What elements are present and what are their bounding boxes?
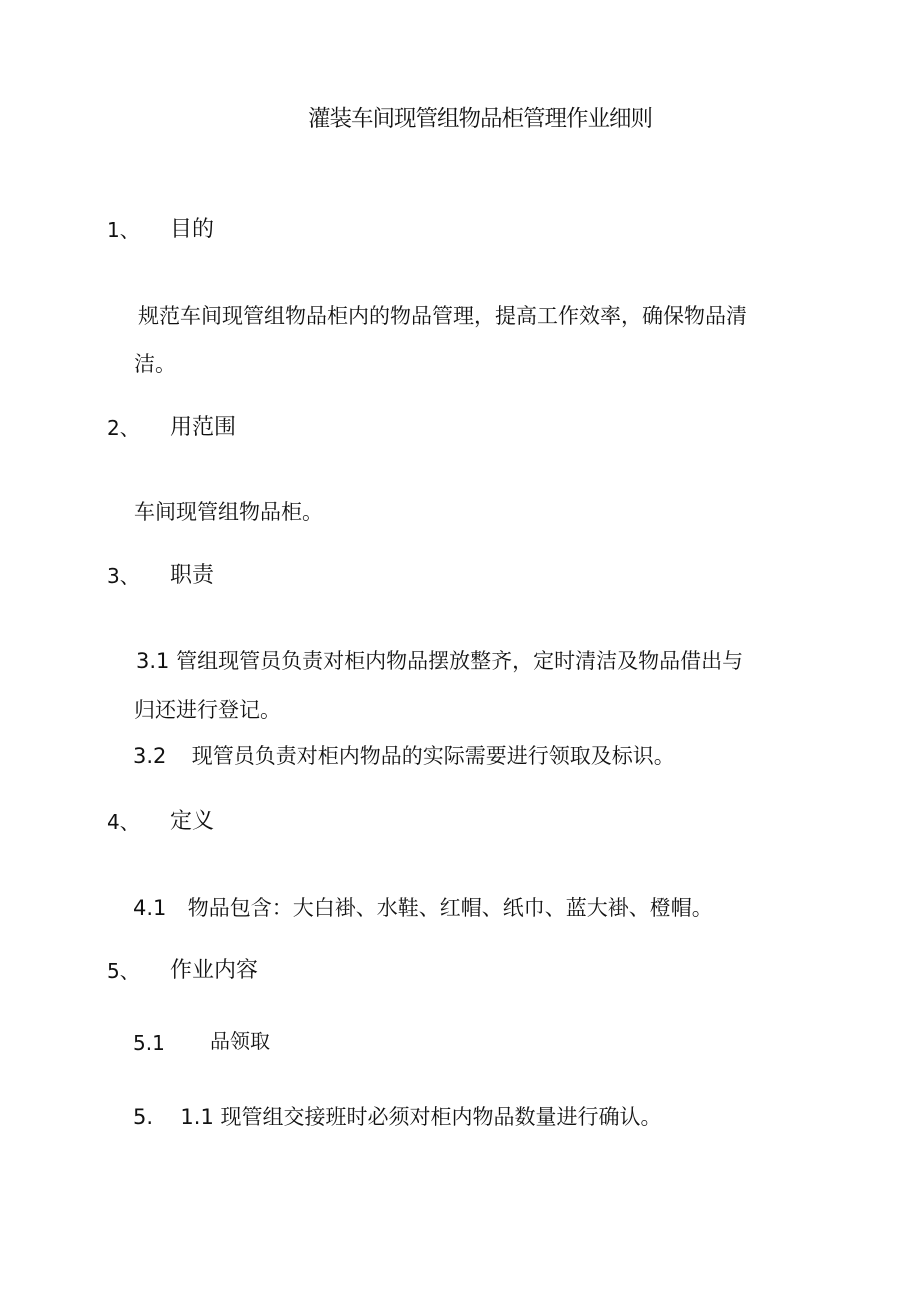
item-5-1-1-line-1: 现管组交接班时必须对柜内物品数量进行确认。	[220, 1105, 662, 1129]
subsection-5-1-number: 5.1	[133, 1031, 165, 1055]
section-4-title: 定义	[170, 809, 215, 834]
section-1-paragraph-line-2: 洁。	[134, 352, 176, 376]
section-4-number: 4、	[107, 810, 140, 834]
document-title: 灌装车间现管组物品柜管理作业细则	[307, 106, 652, 132]
subsection-5-1-title: 品领取	[210, 1029, 270, 1053]
item-5-1-1-number-prefix: 5.	[133, 1105, 154, 1129]
section-1-paragraph-line-1: 规范车间现管组物品柜内的物品管理，提高工作效率，确保物品清	[138, 304, 747, 328]
section-3-number: 3、	[107, 564, 140, 588]
section-2-title: 用范围	[170, 415, 237, 440]
section-5-title: 作业内容	[170, 958, 259, 983]
item-4-1-number: 4.1	[133, 896, 167, 920]
item-4-1-line-1: 物品包含：大白褂、水鞋、红帽、纸巾、蓝大褂、橙帽。	[187, 896, 713, 920]
item-5-1-1-number-suffix: 1.1	[180, 1105, 214, 1129]
item-3-2	[133, 746, 675, 767]
item-3-1	[136, 651, 743, 672]
item-4-1	[133, 898, 713, 919]
section-2-number: 2、	[107, 416, 140, 440]
section-1-number: 1、	[107, 218, 140, 242]
item-3-1-number: 3.1	[136, 649, 170, 673]
item-5-1-1	[133, 1107, 662, 1128]
section-2-paragraph: 车间现管组物品柜。	[134, 500, 323, 524]
item-3-2-number: 3.2	[133, 744, 167, 768]
item-3-2-line-1: 现管员负责对柜内物品的实际需要进行领取及标识。	[191, 744, 675, 768]
section-1-title: 目的	[170, 217, 215, 242]
item-3-1-line-1: 管组现管员负责对柜内物品摆放整齐，定时清洁及物品借出与	[176, 649, 744, 673]
section-5-number: 5、	[107, 959, 140, 983]
section-3-title: 职责	[170, 563, 215, 588]
item-3-1-line-2: 归还进行登记。	[134, 698, 281, 722]
